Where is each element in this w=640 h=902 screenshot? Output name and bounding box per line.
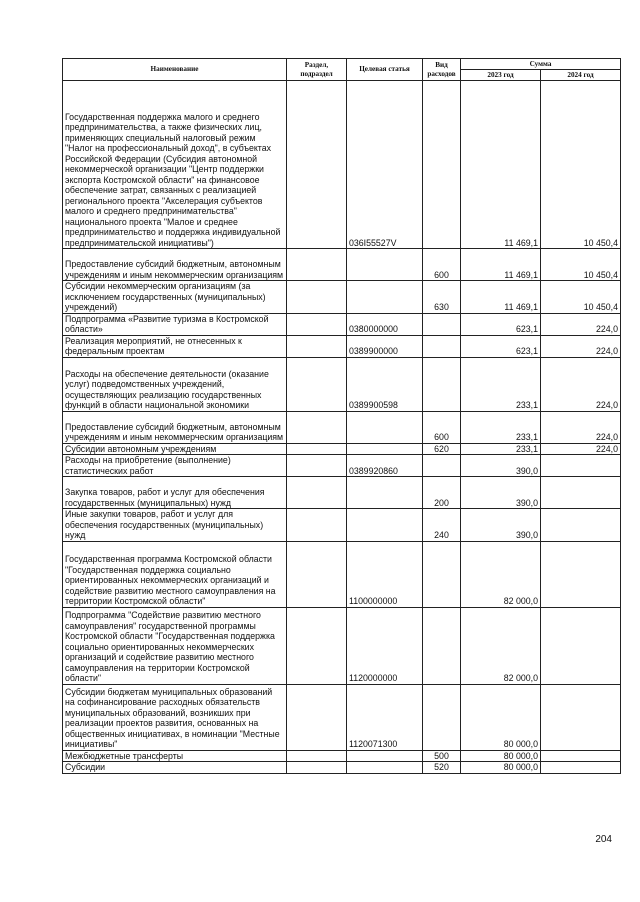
row-amount-2024-cell: 10 450,4 [541,281,621,314]
row-article-cell [347,509,423,542]
table-row [63,81,621,249]
row-article-cell [347,443,423,455]
row-name-cell: Предоставление субсидий бюджетным, автономным учреждениям и иным некоммерческим организациям [63,249,287,281]
row-article-cell: 1100000000 [347,541,423,607]
row-name-cell: Государственная поддержка малого и среднего предпринимательства, а также физических лиц, применяющих специальный налоговый режим "Налог на профессиональный доход", в субъектах Российской Федерации (Субсидия автономной некоммерческой организации "Центр поддержки экспорта Костромской области" на финансовое обеспечение затрат, связанных с реализацией регионального проекта "Акселерация субъектов малого и среднего предпринимательства" национального проекта "Малое и среднее предпринимательство и поддержка индивидуальной предпринимательской инициативы") [63,81,287,249]
row-kind-cell [423,607,461,684]
row-article-cell: 0389900598 [347,357,423,411]
row-section-cell [287,335,347,357]
row-kind-cell [423,684,461,750]
row-article-cell: 1120000000 [347,607,423,684]
table-row [63,281,621,314]
header-section: Раздел, подраздел [287,59,347,81]
row-amount-2023-cell: 80 000,0 [461,750,541,762]
row-name-cell: Расходы на обеспечение деятельности (оказание услуг) подведомственных учреждений, осуществляющих реализацию государственных функций в области национальной экономики [63,357,287,411]
row-section-cell [287,249,347,281]
row-article-cell: 1120071300 [347,684,423,750]
row-amount-2024-cell: 224,0 [541,335,621,357]
row-name-cell: Подпрограмма «Развитие туризма в Костромской области» [63,313,287,335]
row-section-cell [287,607,347,684]
header-article: Целевая статья [347,59,423,81]
row-name-cell: Подпрограмма "Содействие развитию местного самоуправления" государственной программы Костромской области "Государственная поддержка социально ориентированных некоммерческих организаций и содействие развитию местного самоуправления на территории Костромской области" [63,607,287,684]
row-amount-2023-cell: 233,1 [461,443,541,455]
row-name-cell: Субсидии бюджетам муниципальных образований на софинансирование расходных обязательств муниципальных образований, возникших при реализации проектов развития, основанных на общественных инициативах, в номинации "Местные инициативы" [63,684,287,750]
row-section-cell [287,509,347,542]
row-kind-cell [423,455,461,477]
row-article-cell [347,411,423,443]
row-kind-cell: 240 [423,509,461,542]
table-body [63,81,621,774]
row-kind-cell: 500 [423,750,461,762]
row-amount-2023-cell: 11 469,1 [461,281,541,314]
row-section-cell [287,313,347,335]
row-amount-2024-cell [541,750,621,762]
table-row [63,477,621,509]
row-kind-cell [423,335,461,357]
row-amount-2023-cell: 11 469,1 [461,81,541,249]
row-amount-2023-cell: 80 000,0 [461,762,541,774]
row-kind-cell: 630 [423,281,461,314]
row-kind-cell [423,541,461,607]
row-name-cell: Реализация мероприятий, не отнесенных к федеральным проектам [63,335,287,357]
row-section-cell [287,541,347,607]
row-name-cell: Государственная программа Костромской области "Государственная поддержка социально ориентированных некоммерческих организаций и содействие развитию местного самоуправления на территории Костромской области" [63,541,287,607]
row-name-cell: Расходы на приобретение (выполнение) статистических работ [63,455,287,477]
row-kind-cell: 200 [423,477,461,509]
row-amount-2024-cell [541,509,621,542]
row-amount-2023-cell: 82 000,0 [461,607,541,684]
row-amount-2023-cell: 233,1 [461,411,541,443]
table-row [63,607,621,684]
row-amount-2023-cell: 11 469,1 [461,249,541,281]
row-kind-cell: 600 [423,249,461,281]
row-amount-2023-cell: 390,0 [461,509,541,542]
row-amount-2023-cell: 623,1 [461,313,541,335]
row-article-cell [347,249,423,281]
row-section-cell [287,455,347,477]
table-row [63,411,621,443]
table-row [63,762,621,774]
row-kind-cell: 520 [423,762,461,774]
table-row [63,541,621,607]
row-kind-cell: 600 [423,411,461,443]
table-row [63,443,621,455]
row-section-cell [287,477,347,509]
row-section-cell [287,411,347,443]
row-name-cell: Предоставление субсидий бюджетным, автономным учреждениям и иным некоммерческим организациям [63,411,287,443]
row-article-cell: 0389920860 [347,455,423,477]
row-amount-2023-cell: 623,1 [461,335,541,357]
row-amount-2023-cell: 233,1 [461,357,541,411]
budget-table [62,58,621,774]
row-kind-cell [423,357,461,411]
table-row [63,357,621,411]
row-section-cell [287,81,347,249]
header-year-2023: 2023 год [461,70,541,81]
row-kind-cell [423,81,461,249]
row-amount-2023-cell: 82 000,0 [461,541,541,607]
row-amount-2024-cell [541,762,621,774]
row-amount-2023-cell: 80 000,0 [461,684,541,750]
row-article-cell [347,750,423,762]
row-amount-2024-cell [541,477,621,509]
row-article-cell: 0380000000 [347,313,423,335]
header-name: Наименование [63,59,287,81]
row-article-cell: 0389900000 [347,335,423,357]
row-article-cell: 036I55527V [347,81,423,249]
table-row [63,249,621,281]
row-section-cell [287,684,347,750]
row-amount-2024-cell: 224,0 [541,357,621,411]
row-name-cell: Межбюджетные трансферты [63,750,287,762]
row-amount-2024-cell: 10 450,4 [541,81,621,249]
table-row [63,313,621,335]
table-row [63,509,621,542]
header-sum: Сумма [461,59,621,70]
row-amount-2024-cell [541,455,621,477]
header-year-2024: 2024 год [541,70,621,81]
header-kind: Вид расходов [423,59,461,81]
row-section-cell [287,443,347,455]
row-amount-2024-cell: 224,0 [541,443,621,455]
row-kind-cell: 620 [423,443,461,455]
row-name-cell: Закупка товаров, работ и услуг для обеспечения государственных (муниципальных) нужд [63,477,287,509]
row-amount-2024-cell [541,607,621,684]
row-article-cell [347,281,423,314]
page-number: 204 [595,834,612,845]
table-row [63,684,621,750]
row-amount-2024-cell [541,541,621,607]
row-section-cell [287,762,347,774]
row-amount-2024-cell: 224,0 [541,313,621,335]
row-name-cell: Субсидии некоммерческим организациям (за исключением государственных (муниципальных) учреждений) [63,281,287,314]
table-row [63,750,621,762]
row-name-cell: Субсидии автономным учреждениям [63,443,287,455]
row-name-cell: Иные закупки товаров, работ и услуг для обеспечения государственных (муниципальных) нужд [63,509,287,542]
row-amount-2024-cell [541,684,621,750]
row-amount-2023-cell: 390,0 [461,477,541,509]
row-amount-2023-cell: 390,0 [461,455,541,477]
row-kind-cell [423,313,461,335]
row-name-cell: Субсидии [63,762,287,774]
row-section-cell [287,281,347,314]
table-row [63,335,621,357]
table-row [63,455,621,477]
row-article-cell [347,762,423,774]
row-article-cell [347,477,423,509]
row-section-cell [287,357,347,411]
row-amount-2024-cell: 10 450,4 [541,249,621,281]
row-section-cell [287,750,347,762]
row-amount-2024-cell: 224,0 [541,411,621,443]
table-header [63,59,621,81]
